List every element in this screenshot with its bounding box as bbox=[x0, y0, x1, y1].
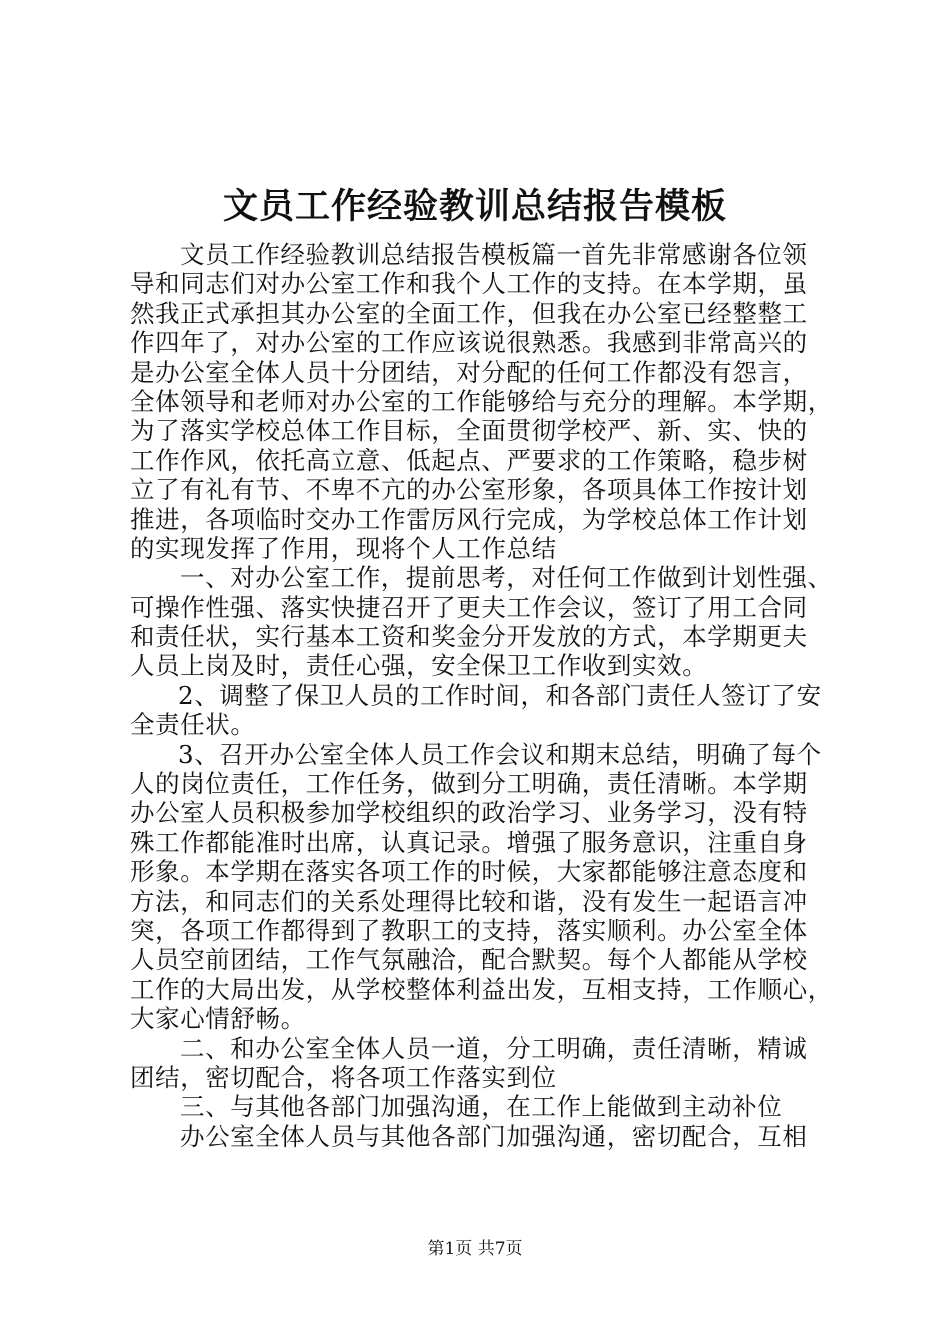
text-line: 全责任状。 bbox=[130, 710, 256, 740]
text-line: 三、与其他各部门加强沟通，在工作上能做到主动补位 bbox=[180, 1092, 783, 1122]
text-line: 全体领导和老师对办公室的工作能够给与充分的理解。本学期， bbox=[130, 386, 833, 416]
text-line: 为了落实学校总体工作目标，全面贯彻学校严、新、实、快的 bbox=[130, 416, 808, 446]
text-line: 人员上岗及时，责任心强，安全保卫工作收到实效。 bbox=[130, 651, 708, 681]
text-line: 工作作风，依托高立意、低起点、严要求的工作策略，稳步树 bbox=[130, 445, 808, 475]
text-line: 可操作性强、落实快捷召开了更夫工作会议，签订了用工合同 bbox=[130, 592, 808, 622]
text-line: 人的岗位责任，工作任务，做到分工明确，责任清晰。本学期 bbox=[130, 769, 808, 799]
text-line: 办公室人员积极参加学校组织的政治学习、业务学习，没有特 bbox=[130, 798, 808, 828]
document-title: 文员工作经验教训总结报告模板 bbox=[222, 186, 727, 227]
text-line: 2、调整了保卫人员的工作时间，和各部门责任人签订了安 bbox=[178, 680, 822, 710]
text-line: 作四年了，对办公室的工作应该说很熟悉。我感到非常高兴的 bbox=[130, 328, 808, 358]
text-line: 方法，和同志们的关系处理得比较和谐，没有发生一起语言冲 bbox=[130, 886, 808, 916]
text-line: 的实现发挥了作用，现将个人工作总结 bbox=[130, 533, 557, 563]
text-line: 突，各项工作都得到了教职工的支持，落实顺利。办公室全体 bbox=[130, 915, 808, 945]
text-line: 二、和办公室全体人员一道，分工明确，责任清晰，精诚 bbox=[180, 1033, 808, 1063]
text-line: 和责任状，实行基本工资和奖金分开发放的方式，本学期更夫 bbox=[130, 622, 808, 652]
text-line: 然我正式承担其办公室的全面工作，但我在办公室已经整整工 bbox=[130, 298, 808, 328]
text-line: 人员空前团结，工作气氛融洽，配合默契。每个人都能从学校 bbox=[130, 945, 808, 975]
text-line: 立了有礼有节、不卑不亢的办公室形象，各项具体工作按计划 bbox=[130, 475, 808, 505]
text-line: 团结，密切配合，将各项工作落实到位 bbox=[130, 1062, 557, 1092]
text-line: 大家心情舒畅。 bbox=[130, 1004, 306, 1034]
document-body bbox=[130, 240, 833, 1151]
page-footer: 第1页 共7页 bbox=[427, 1239, 523, 1259]
text-line: 工作的大局出发，从学校整体利益出发，互相支持，工作顺心， bbox=[130, 974, 833, 1004]
text-line: 办公室全体人员与其他各部门加强沟通，密切配合，互相 bbox=[180, 1121, 808, 1151]
text-line: 推进，各项临时交办工作雷厉风行完成，为学校总体工作计划 bbox=[130, 504, 808, 534]
text-line: 是办公室全体人员十分团结，对分配的任何工作都没有怨言， bbox=[130, 357, 808, 387]
text-line: 文员工作经验教训总结报告模板篇一首先非常感谢各位领 bbox=[180, 240, 808, 269]
text-line: 形象。本学期在落实各项工作的时候，大家都能够注意态度和 bbox=[130, 857, 808, 887]
text-line: 3、召开办公室全体人员工作会议和期末总结，明确了每个 bbox=[178, 739, 822, 769]
text-line: 一、对办公室工作，提前思考，对任何工作做到计划性强、 bbox=[180, 563, 833, 593]
text-line: 导和同志们对办公室工作和我个人工作的支持。在本学期，虽 bbox=[130, 269, 808, 299]
text-line: 殊工作都能准时出席，认真记录。增强了服务意识，注重自身 bbox=[130, 827, 808, 857]
